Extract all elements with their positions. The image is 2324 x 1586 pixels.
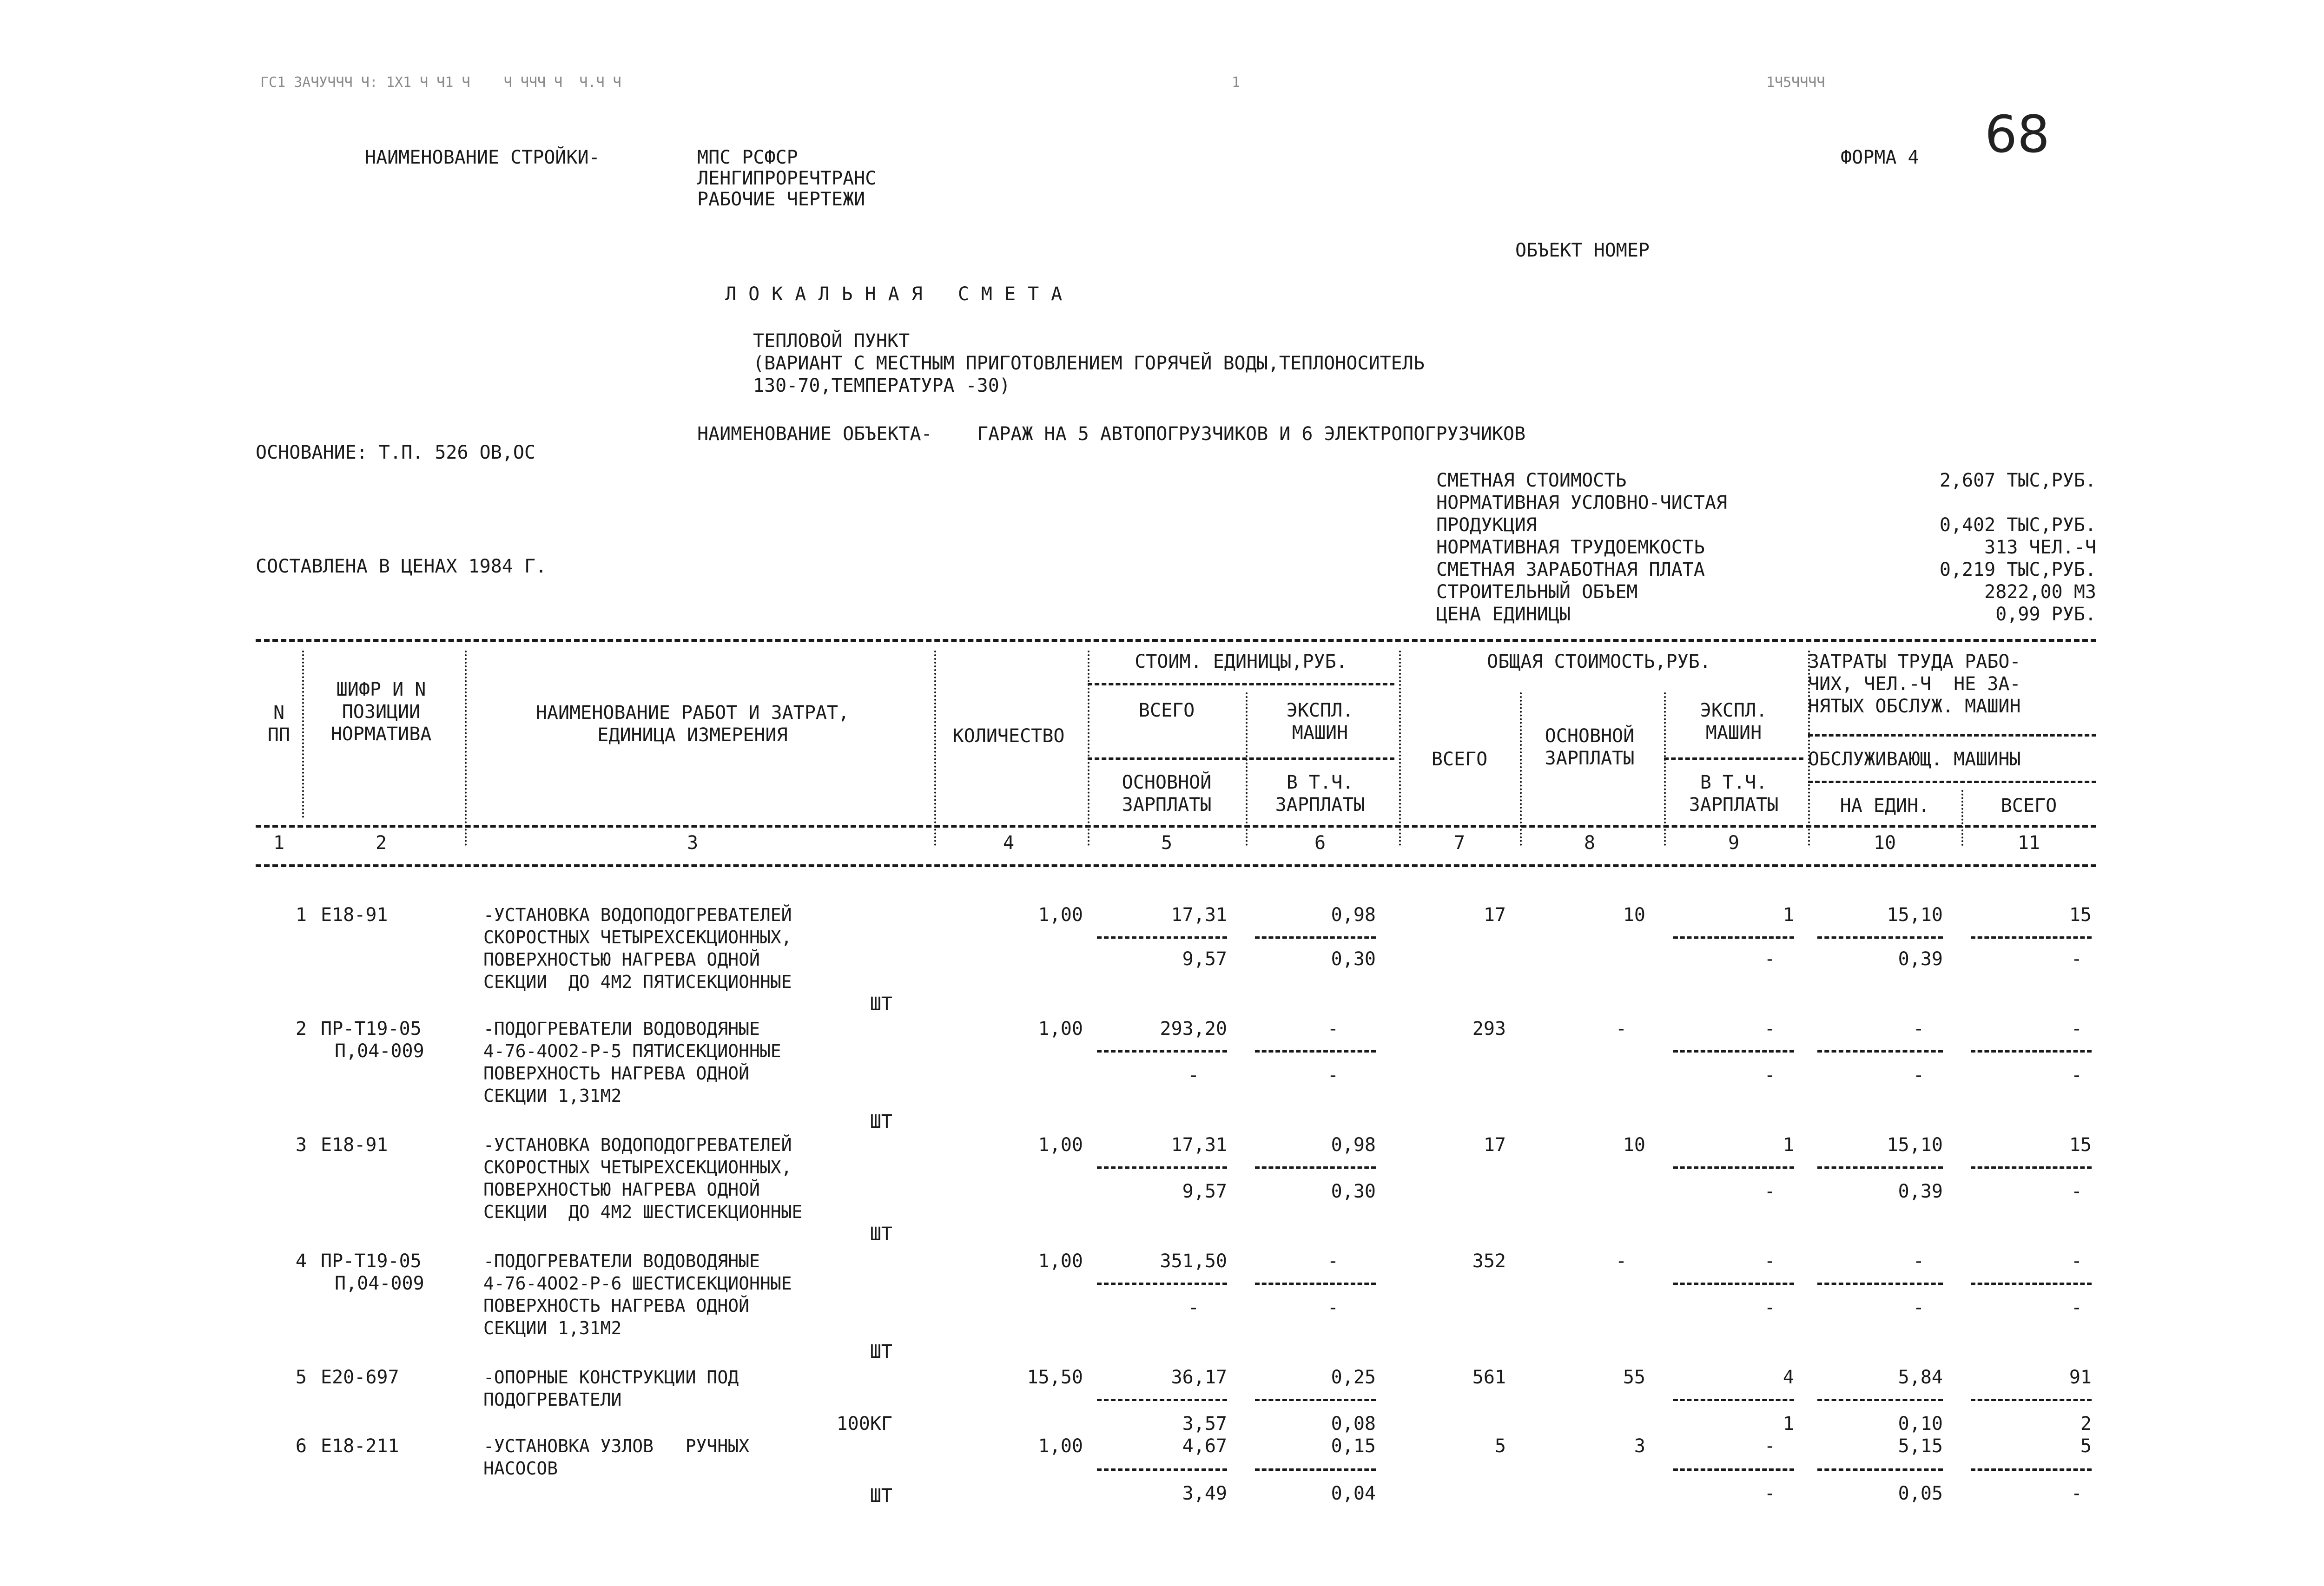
header-description: НАИМЕНОВАНИЕ РАБОТ И ЗАТРАТ, ЕДИНИЦА ИЗМЕРЕНИЯ xyxy=(535,702,850,746)
column-number: 1 xyxy=(273,832,285,854)
row-unit-machines: - xyxy=(1327,1018,1339,1040)
row-labor-total: - xyxy=(2071,1250,2082,1272)
object-name: НАИМЕНОВАНИЕ ОБЪЕКТА- ГАРАЖ НА 5 АВТОПОГРУЗЧИКОВ И 6 ЭЛЕКТРОПОГРУЗЧИКОВ xyxy=(697,423,1526,445)
row-total: 561 xyxy=(1472,1367,1506,1388)
summary-label: НОРМАТИВНАЯ УСЛОВНО-ЧИСТАЯ xyxy=(1436,492,1728,513)
row-description: -УСТАНОВКА ВОДОПОДОГРЕВАТЕЛЕЙ СКОРОСТНЫХ ЧЕТЫРЕХСЕКЦИОННЫХ, ПОВЕРХНОСТЬЮ НАГРЕВА ОДНОЙ СЕКЦИИ ДО 4М2 ШЕСТИСЕКЦИОННЫЕ xyxy=(483,1135,803,1222)
sostavlena: СОСТАВЛЕНА В ЦЕНАХ 1984 Г. xyxy=(256,556,547,577)
row-total-machines: 1 xyxy=(1783,904,1794,926)
row-number: 6 xyxy=(295,1435,307,1457)
summary-label: НОРМАТИВНАЯ ТРУДОЕМКОСТЬ xyxy=(1436,537,1705,558)
row-total: 293 xyxy=(1472,1018,1506,1040)
column-number: 6 xyxy=(1314,832,1326,854)
row-total-machines: - xyxy=(1764,1250,1776,1272)
row-description: -ОПОРНЫЕ КОНСТРУКЦИИ ПОД ПОДОГРЕВАТЕЛИ xyxy=(483,1367,739,1410)
org-line-2: ЛЕНГИПРОРЕЧТРАНС xyxy=(697,168,877,189)
row-total-machine-salary: - xyxy=(1764,948,1776,970)
handwritten-page-number: 68 xyxy=(1985,105,2050,164)
summary-label: СМЕТНАЯ ЗАРАБОТНАЯ ПЛАТА xyxy=(1436,559,1705,580)
row-unit: 100КГ xyxy=(836,1413,892,1435)
subtitle-line-1: ТЕПЛОВОЙ ПУНКТ xyxy=(753,330,910,352)
row-total: 5 xyxy=(1494,1435,1506,1457)
header-unit-cost-group: СТОИМ. ЕДИНИЦЫ,РУБ. xyxy=(1135,651,1347,672)
row-total: 17 xyxy=(1483,904,1506,926)
row-total: 352 xyxy=(1472,1250,1506,1272)
header-total: ВСЕГО xyxy=(1431,749,1488,770)
top-strip-page: 1 xyxy=(1232,74,1241,91)
row-total-machine-salary: - xyxy=(1764,1297,1776,1318)
summary-value: 0,402 ТЫС,РУБ. xyxy=(1939,514,2096,536)
row-description: -ПОДОГРЕВАТЕЛИ ВОДОВОДЯНЫЕ 4-76-4ОО2-Р-5 ПЯТИСЕКЦИОННЫЕ ПОВЕРХНОСТЬ НАГРЕВА ОДНОЙ СЕКЦИИ 1,31М2 xyxy=(483,1019,781,1106)
row-total-machine-salary: 1 xyxy=(1783,1413,1794,1435)
column-number: 8 xyxy=(1584,832,1596,854)
column-number: 10 xyxy=(1873,832,1896,854)
row-total-base-salary: 10 xyxy=(1623,1134,1645,1156)
row-labor-machines-total: - xyxy=(2071,1065,2082,1086)
top-strip-left: ГС1 ЗАЧУЧЧЧ Ч: 1Х1 Ч Ч1 Ч Ч ЧЧЧ Ч Ч.Ч Ч xyxy=(260,74,621,91)
summary-label: СТРОИТЕЛЬНЫЙ ОБЪЕМ xyxy=(1436,581,1638,603)
header-unit-total: ВСЕГО xyxy=(1138,700,1195,721)
row-total-machines: - xyxy=(1764,1435,1776,1457)
row-unit: ШТ xyxy=(870,1485,892,1507)
header-total-machines: ЭКСПЛ. МАШИН xyxy=(1700,700,1768,744)
row-unit-total: 17,31 xyxy=(1171,1134,1227,1156)
row-code-secondary: П,04-009 xyxy=(335,1273,424,1294)
header-quantity: КОЛИЧЕСТВО xyxy=(952,725,1065,747)
row-quantity: 1,00 xyxy=(1038,1250,1083,1272)
row-total-base-salary: 10 xyxy=(1623,904,1645,926)
row-unit-base-salary: 3,57 xyxy=(1182,1413,1227,1435)
row-unit-machines: 0,25 xyxy=(1331,1367,1376,1388)
row-code: ПР-Т19-05 xyxy=(321,1018,422,1040)
row-unit: ШТ xyxy=(870,1224,892,1245)
row-labor-total: 91 xyxy=(2069,1367,2092,1388)
column-number: 2 xyxy=(375,832,387,854)
summary-value: 2,607 ТЫС,РУБ. xyxy=(1939,470,2096,491)
header-unit-machine-salary: В Т.Ч. ЗАРПЛАТЫ xyxy=(1275,772,1365,816)
header-labor-group: ЗАТРАТЫ ТРУДА РАБО- ЧИХ, ЧЕЛ.-Ч НЕ ЗА- НЯТЫХ ОБСЛУЖ. МАШИН xyxy=(1808,651,2021,717)
row-total-machines: 1 xyxy=(1783,1134,1794,1156)
header-total-cost-group: ОБЩАЯ СТОИМОСТЬ,РУБ. xyxy=(1487,651,1711,672)
row-total-machine-salary: - xyxy=(1764,1181,1776,1202)
row-code: ПР-Т19-05 xyxy=(321,1250,422,1272)
subtitle-line-2: (ВАРИАНТ С МЕСТНЫМ ПРИГОТОВЛЕНИЕМ ГОРЯЧЕЙ ВОДЫ,ТЕПЛОНОСИТЕЛЬ xyxy=(753,353,1425,374)
row-number: 3 xyxy=(295,1134,307,1156)
row-unit-machine-salary: 0,30 xyxy=(1331,1181,1376,1202)
row-number: 4 xyxy=(295,1250,307,1272)
row-unit-machines: - xyxy=(1327,1250,1339,1272)
row-labor-machines-total: - xyxy=(2071,1483,2082,1504)
row-quantity: 1,00 xyxy=(1038,904,1083,926)
header-n: N ПП xyxy=(267,702,290,746)
row-unit-total: 293,20 xyxy=(1160,1018,1227,1040)
summary-value: 0,219 ТЫС,РУБ. xyxy=(1939,559,2096,580)
row-number: 1 xyxy=(295,904,307,926)
row-labor-machines-total: - xyxy=(2071,1181,2082,1202)
row-quantity: 15,50 xyxy=(1027,1367,1083,1388)
summary-value: 313 ЧЕЛ.-Ч xyxy=(1984,537,2096,558)
row-total-base-salary: - xyxy=(1615,1018,1627,1040)
subtitle-line-3: 130-70,ТЕМПЕРАТУРА -30) xyxy=(753,375,1010,396)
summary-value: 2822,00 М3 xyxy=(1984,581,2096,603)
row-total-machines: 4 xyxy=(1783,1367,1794,1388)
row-labor-per-unit: 5,84 xyxy=(1898,1367,1943,1388)
header-unit-base-salary: ОСНОВНОЙ ЗАРПЛАТЫ xyxy=(1122,772,1212,816)
row-total-base-salary: - xyxy=(1615,1250,1627,1272)
row-quantity: 1,00 xyxy=(1038,1134,1083,1156)
column-number: 9 xyxy=(1728,832,1740,854)
row-unit-machine-salary: 0,08 xyxy=(1331,1413,1376,1435)
row-unit-total: 351,50 xyxy=(1160,1250,1227,1272)
row-labor-machines-unit: 0,39 xyxy=(1898,948,1943,970)
column-number: 3 xyxy=(687,832,699,854)
header-code: ШИФР И N ПОЗИЦИИ НОРМАТИВА xyxy=(330,679,432,745)
row-labor-per-unit: - xyxy=(1913,1250,1924,1272)
row-quantity: 1,00 xyxy=(1038,1018,1083,1040)
org-label: НАИМЕНОВАНИЕ СТРОЙКИ- xyxy=(365,147,600,168)
row-description: -УСТАНОВКА УЗЛОВ РУЧНЫХ НАСОСОВ xyxy=(483,1436,749,1479)
row-labor-total: 5 xyxy=(2080,1435,2092,1457)
org-line-1: МПС РСФСР xyxy=(697,147,798,168)
column-number: 5 xyxy=(1161,832,1173,854)
row-unit: ШТ xyxy=(870,1111,892,1132)
row-total-machine-salary: - xyxy=(1764,1483,1776,1504)
header-labor-machines: ОБСЛУЖИВАЮЩ. МАШИНЫ xyxy=(1808,749,2021,770)
row-labor-total: 15 xyxy=(2069,1134,2092,1156)
row-total-machine-salary: - xyxy=(1764,1065,1776,1086)
header-labor-per-unit: НА ЕДИН. xyxy=(1840,795,1930,816)
document-title: ЛОКАЛЬНАЯ СМЕТА xyxy=(725,283,1075,305)
row-labor-per-unit: 15,10 xyxy=(1887,1134,1943,1156)
row-labor-machines-unit: 0,39 xyxy=(1898,1181,1943,1202)
row-unit-machine-salary: 0,30 xyxy=(1331,948,1376,970)
row-unit-base-salary: - xyxy=(1188,1065,1199,1086)
header-total-machine-salary: В Т.Ч. ЗАРПЛАТЫ xyxy=(1689,772,1779,816)
row-number: 2 xyxy=(295,1018,307,1040)
top-strip-doc-number: 1Ч5ЧЧЧЧ xyxy=(1766,74,1825,91)
row-labor-total: 15 xyxy=(2069,904,2092,926)
row-labor-machines-unit: - xyxy=(1913,1065,1924,1086)
row-code-secondary: П,04-009 xyxy=(335,1040,424,1062)
row-code: Е20-697 xyxy=(321,1367,399,1388)
row-labor-total: - xyxy=(2071,1018,2082,1040)
row-labor-machines-unit: 0,05 xyxy=(1898,1483,1943,1504)
row-unit: ШТ xyxy=(870,1341,892,1362)
summary-label: ПРОДУКЦИЯ xyxy=(1436,514,1537,536)
row-unit-machines: 0,15 xyxy=(1331,1435,1376,1457)
row-description: -ПОДОГРЕВАТЕЛИ ВОДОВОДЯНЫЕ 4-76-4ОО2-Р-6 ШЕСТИСЕКЦИОННЫЕ ПОВЕРХНОСТЬ НАГРЕВА ОДНОЙ СЕКЦИИ 1,31М2 xyxy=(483,1251,792,1338)
row-code: Е18-91 xyxy=(321,904,388,926)
row-description: -УСТАНОВКА ВОДОПОДОГРЕВАТЕЛЕЙ СКОРОСТНЫХ ЧЕТЫРЕХСЕКЦИОННЫХ, ПОВЕРХНОСТЬЮ НАГРЕВА ОДНОЙ СЕКЦИИ ДО 4М2 ПЯТИСЕКЦИОННЫЕ xyxy=(483,905,792,992)
row-labor-machines-unit: 0,10 xyxy=(1898,1413,1943,1435)
row-total-machines: - xyxy=(1764,1018,1776,1040)
header-labor-total: ВСЕГО xyxy=(2000,795,2057,816)
row-labor-per-unit: 15,10 xyxy=(1887,904,1943,926)
row-unit-total: 36,17 xyxy=(1171,1367,1227,1388)
column-number: 4 xyxy=(1003,832,1015,854)
row-unit-machine-salary: 0,04 xyxy=(1331,1483,1376,1504)
row-quantity: 1,00 xyxy=(1038,1435,1083,1457)
row-code: Е18-211 xyxy=(321,1435,399,1457)
row-unit-machines: 0,98 xyxy=(1331,904,1376,926)
row-unit-total: 17,31 xyxy=(1171,904,1227,926)
row-total: 17 xyxy=(1483,1134,1506,1156)
row-code: Е18-91 xyxy=(321,1134,388,1156)
summary-block xyxy=(1436,469,2096,625)
row-unit-base-salary: 9,57 xyxy=(1182,948,1227,970)
row-total-base-salary: 3 xyxy=(1634,1435,1645,1457)
row-labor-machines-total: 2 xyxy=(2080,1413,2092,1435)
header-total-base-salary: ОСНОВНОЙ ЗАРПЛАТЫ xyxy=(1545,725,1635,769)
row-total-base-salary: 55 xyxy=(1623,1367,1645,1388)
row-labor-per-unit: 5,15 xyxy=(1898,1435,1943,1457)
column-number: 11 xyxy=(2017,832,2040,854)
row-unit-machines: 0,98 xyxy=(1331,1134,1376,1156)
object-number-label: ОБЪЕКТ НОМЕР xyxy=(1515,240,1650,261)
summary-label: ЦЕНА ЕДИНИЦЫ xyxy=(1436,604,1571,625)
summary-value: 0,99 РУБ. xyxy=(1995,604,2096,625)
summary-label: СМЕТНАЯ СТОИМОСТЬ xyxy=(1436,470,1627,491)
org-line-3: РАБОЧИЕ ЧЕРТЕЖИ xyxy=(697,189,865,210)
row-unit-total: 4,67 xyxy=(1182,1435,1227,1457)
row-labor-machines-total: - xyxy=(2071,1297,2082,1318)
column-number: 7 xyxy=(1453,832,1466,854)
row-unit-base-salary: 9,57 xyxy=(1182,1181,1227,1202)
row-unit-machine-salary: - xyxy=(1327,1297,1339,1318)
row-labor-machines-total: - xyxy=(2071,948,2082,970)
row-labor-per-unit: - xyxy=(1913,1018,1924,1040)
forma-label: ФОРМА 4 xyxy=(1841,147,1919,168)
row-unit-machine-salary: - xyxy=(1327,1065,1339,1086)
row-unit-base-salary: 3,49 xyxy=(1182,1483,1227,1504)
osnovanie: ОСНОВАНИЕ: Т.П. 526 ОВ,ОС xyxy=(256,442,536,463)
row-unit: ШТ xyxy=(870,994,892,1015)
row-number: 5 xyxy=(295,1367,307,1388)
row-labor-machines-unit: - xyxy=(1913,1297,1924,1318)
header-unit-machines: ЭКСПЛ. МАШИН xyxy=(1286,700,1354,744)
row-unit-base-salary: - xyxy=(1188,1297,1199,1318)
